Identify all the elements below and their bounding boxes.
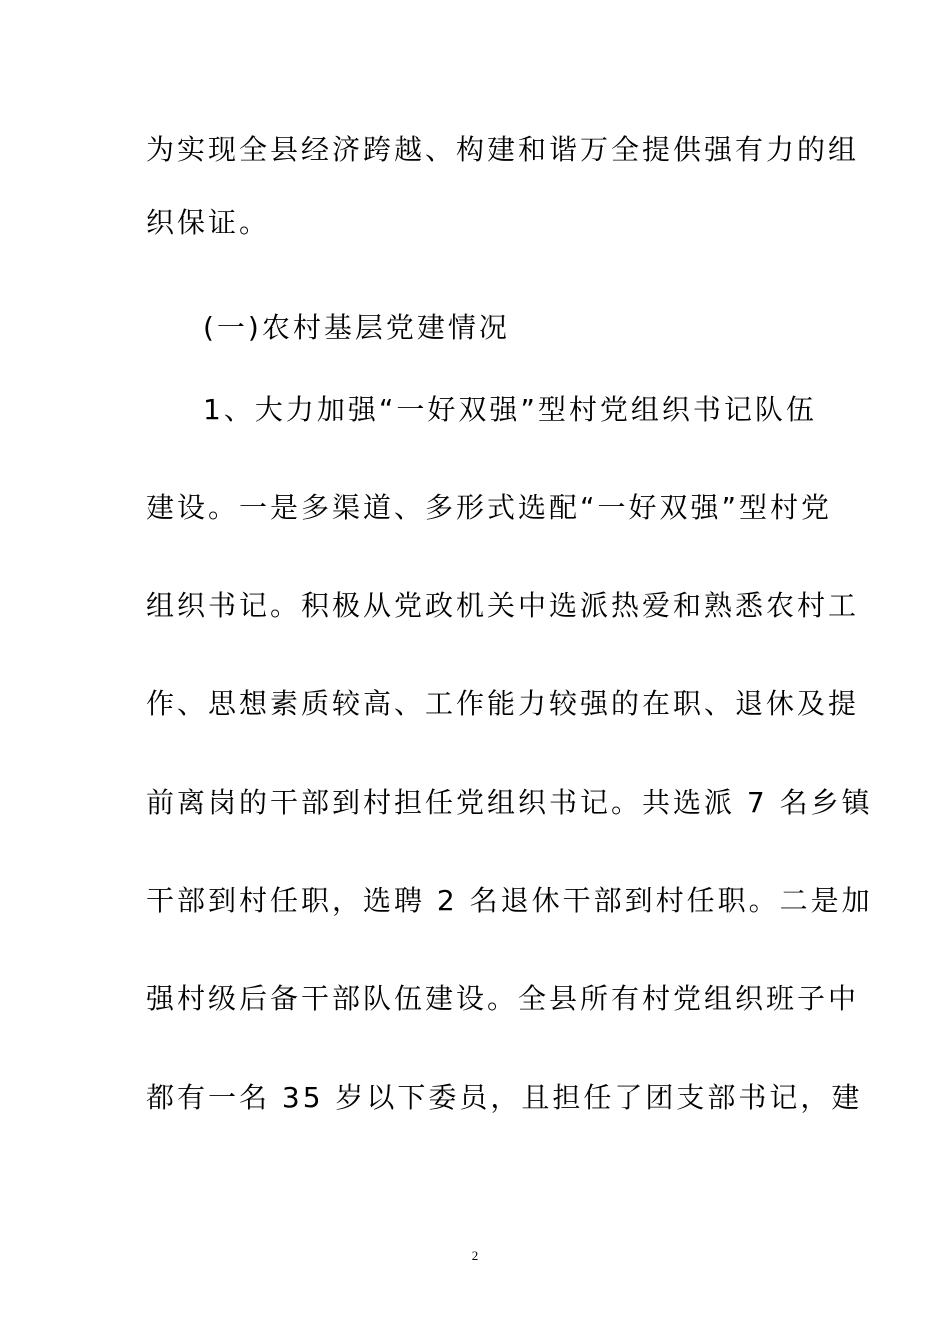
page-number: 2 bbox=[471, 1248, 479, 1263]
text-line-4: 1、大力加强“一好双强”型村党组织书记队伍 bbox=[203, 393, 817, 426]
text-line-10: 强村级后备干部队伍建设。全县所有村党组织班子中 bbox=[146, 982, 860, 1015]
section-heading: (一)农村基层党建情况 bbox=[203, 311, 510, 344]
text-line-6: 组织书记。积极从党政机关中选派热爱和熟悉农村工 bbox=[146, 589, 860, 622]
text-line-1: 为实现全县经济跨越、构建和谐万全提供强有力的组 bbox=[146, 133, 860, 166]
text-line-5: 建设。一是多渠道、多形式选配“一好双强”型村党 bbox=[146, 491, 833, 524]
text-line-9: 干部到村任职，选聘 2 名退休干部到村任职。二是加 bbox=[146, 884, 873, 917]
text-line-11: 都有一名 35 岁以下委员，且担任了团支部书记，建 bbox=[146, 1081, 863, 1114]
text-line-8: 前离岗的干部到村担任党组织书记。共选派 7 名乡镇 bbox=[146, 786, 873, 819]
text-line-7: 作、思想素质较高、工作能力较强的在职、退休及提 bbox=[146, 687, 860, 720]
text-line-2: 织保证。 bbox=[146, 206, 271, 239]
